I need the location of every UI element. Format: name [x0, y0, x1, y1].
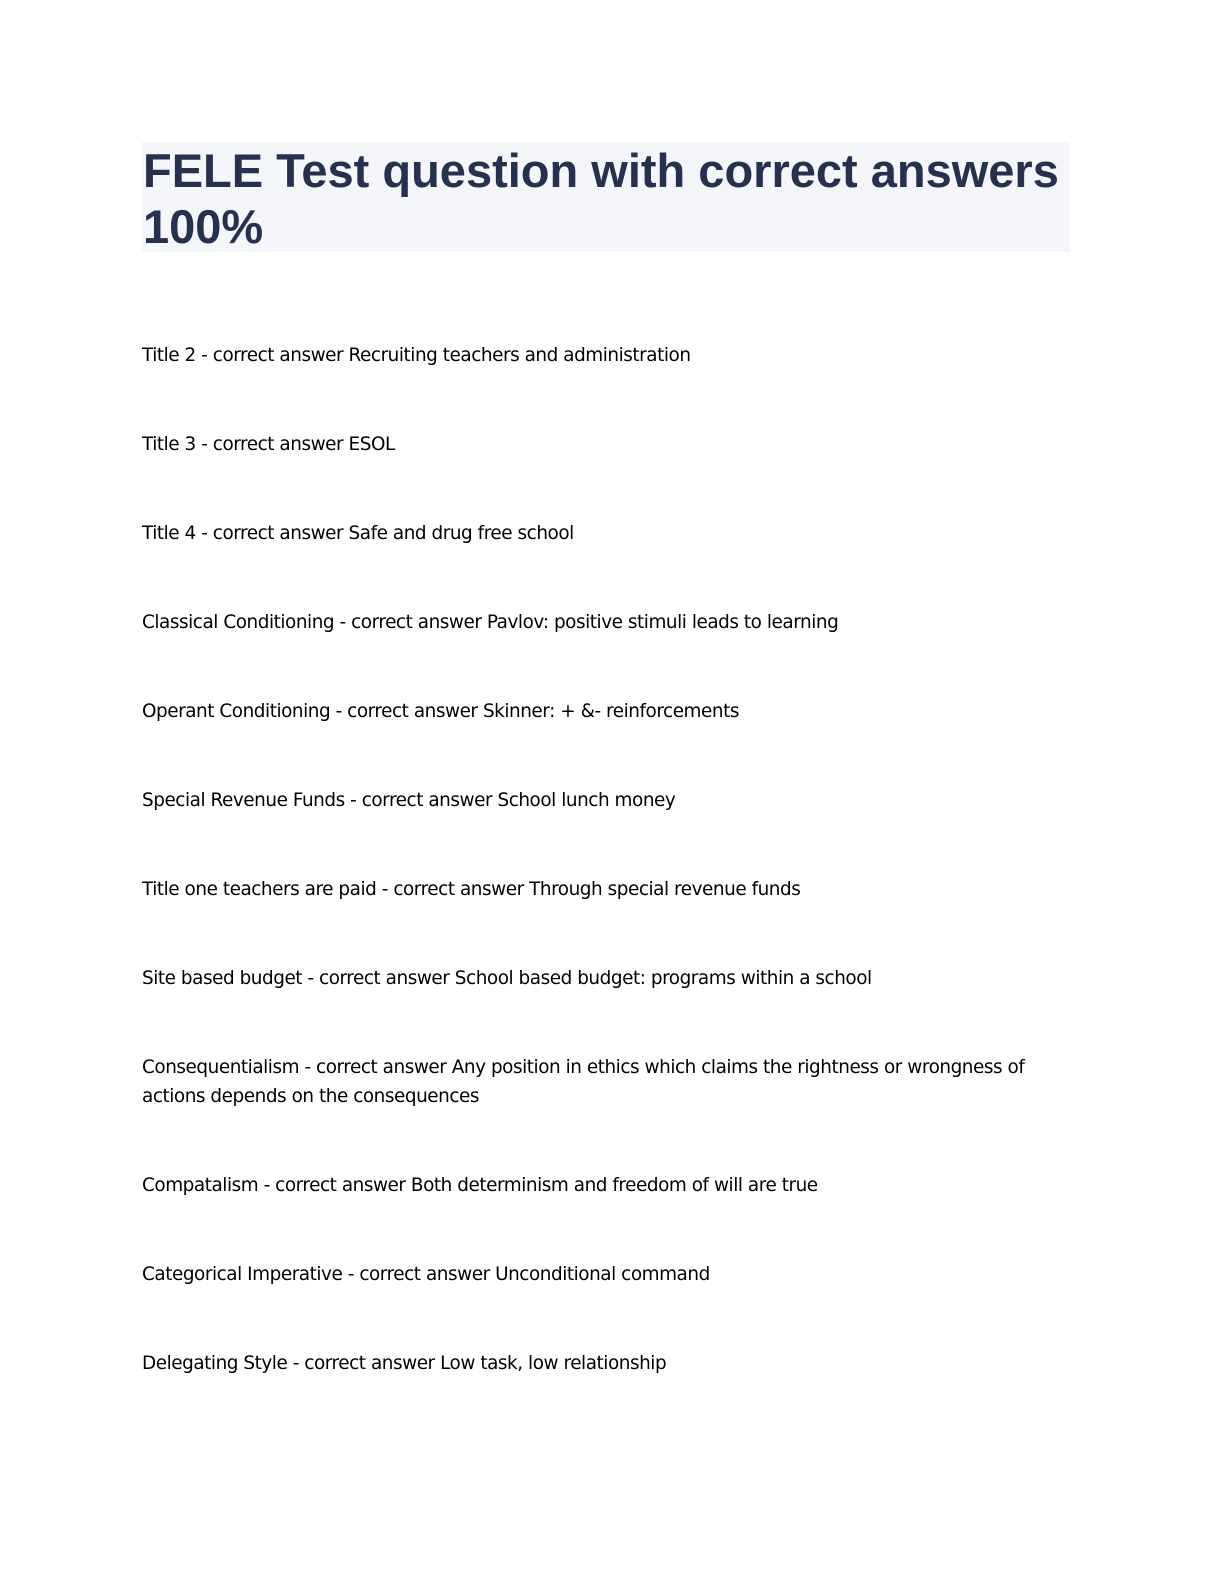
qa-entry-title-one-teachers: Title one teachers are paid - correct answer Through special revenue funds [142, 879, 801, 900]
qa-entry-title-4: Title 4 - correct answer Safe and drug free school [142, 523, 574, 544]
qa-entry-delegating-style: Delegating Style - correct answer Low task, low relationship [142, 1353, 667, 1374]
qa-list [142, 341, 1042, 1438]
page-title: FELE Test question with correct answers 100% [143, 144, 1059, 253]
qa-entry-title-3: Title 3 - correct answer ESOL [142, 434, 395, 455]
qa-entry-compatalism: Compatalism - correct answer Both determinism and freedom of will are true [142, 1175, 818, 1196]
qa-entry-title-2: Title 2 - correct answer Recruiting teachers and administration [142, 345, 691, 366]
qa-entry-categorical-imperative: Categorical Imperative - correct answer Unconditional command [142, 1264, 710, 1285]
title-block [142, 142, 1070, 252]
qa-entry-site-based-budget: Site based budget - correct answer School based budget: programs within a school [142, 968, 872, 989]
qa-entry-consequentialism: Consequentialism - correct answer Any position in ethics which claims the rightness or wrongness of actions depends on the consequences [142, 1057, 1025, 1107]
qa-entry-operant-conditioning: Operant Conditioning - correct answer Skinner: + &- reinforcements [142, 701, 739, 722]
qa-entry-special-revenue-funds: Special Revenue Funds - correct answer School lunch money [142, 790, 676, 811]
qa-entry-classical-conditioning: Classical Conditioning - correct answer Pavlov: positive stimuli leads to learning [142, 612, 839, 633]
